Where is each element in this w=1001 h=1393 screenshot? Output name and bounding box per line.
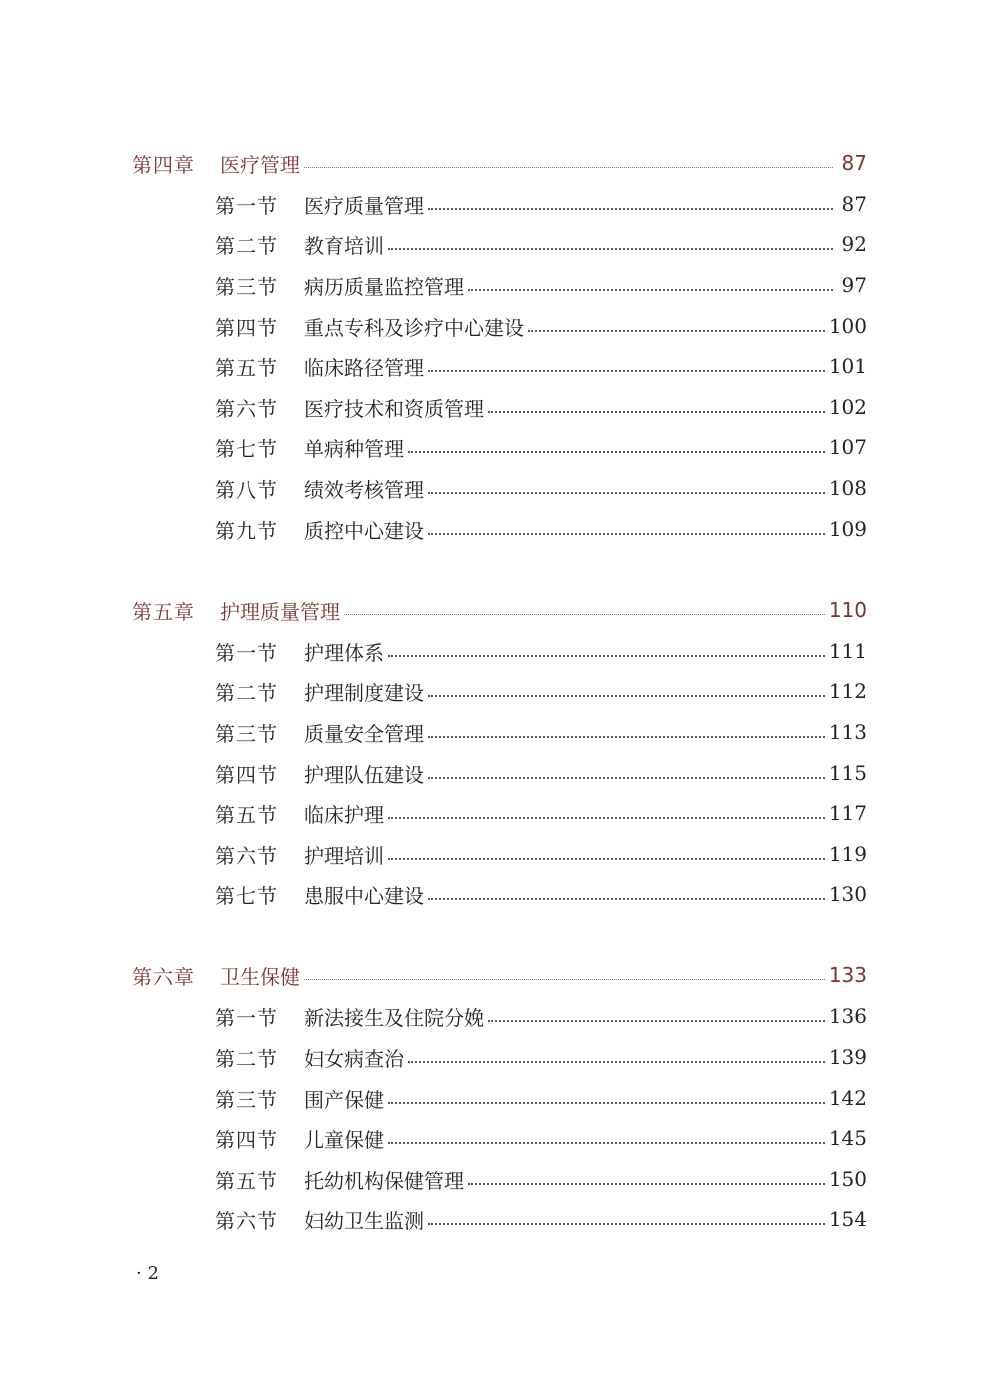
- page-reference: 133: [828, 963, 867, 987]
- toc-section-entry[interactable]: [215, 512, 867, 546]
- section-number: 第一节: [215, 193, 278, 218]
- section-number: 第四节: [215, 1127, 278, 1152]
- toc-section-entry[interactable]: [215, 674, 867, 708]
- section-number: 第三节: [215, 1087, 278, 1112]
- toc-section-entry[interactable]: [215, 715, 867, 749]
- dot-leader: [388, 654, 825, 657]
- page-number: · 2: [136, 1263, 159, 1284]
- section-number: 第七节: [215, 436, 278, 461]
- page-reference: 101: [828, 354, 867, 378]
- toc-section-entry[interactable]: [215, 796, 867, 830]
- section-title: 新法接生及住院分娩: [304, 1005, 484, 1030]
- section-title: 质控中心建设: [304, 518, 424, 543]
- toc-section-entry[interactable]: [215, 430, 867, 464]
- dot-leader: [344, 613, 825, 615]
- page-reference: 130: [828, 882, 867, 906]
- toc-section-entry[interactable]: [215, 390, 867, 424]
- toc-section-entry[interactable]: [215, 268, 867, 302]
- toc-section-entry[interactable]: [215, 309, 867, 343]
- section-number: 第二节: [215, 1046, 278, 1071]
- section-title: 重点专科及诊疗中心建设: [304, 315, 524, 340]
- toc-section-entry[interactable]: [215, 471, 867, 505]
- dot-leader: [488, 1019, 825, 1022]
- page-reference: 115: [828, 761, 867, 785]
- page-reference: 117: [828, 801, 867, 825]
- toc-section-entry[interactable]: [215, 634, 867, 668]
- section-number: 第三节: [215, 721, 278, 746]
- page-reference: 145: [828, 1126, 867, 1150]
- toc-section-entry[interactable]: [215, 1162, 867, 1196]
- section-title: 患服中心建设: [304, 883, 424, 908]
- section-title: 单病种管理: [304, 436, 404, 461]
- toc-section-entry[interactable]: [215, 1040, 867, 1074]
- dot-leader: [428, 491, 825, 494]
- page-reference: 150: [828, 1167, 867, 1191]
- page-reference: 110: [828, 598, 867, 622]
- section-title: 护理队伍建设: [304, 762, 424, 787]
- section-title: 医疗技术和资质管理: [304, 396, 484, 421]
- section-number: 第四节: [215, 762, 278, 787]
- dot-leader: [428, 207, 833, 210]
- page-reference: 139: [828, 1045, 867, 1069]
- section-number: 第九节: [215, 518, 278, 543]
- toc-section-entry[interactable]: [215, 756, 867, 790]
- section-number: 第五节: [215, 802, 278, 827]
- page-reference: 154: [828, 1207, 867, 1231]
- section-number: 第一节: [215, 640, 278, 665]
- page-reference: 142: [828, 1086, 867, 1110]
- section-number: 第六节: [215, 396, 278, 421]
- dot-leader: [408, 1060, 825, 1063]
- dot-leader: [388, 816, 825, 819]
- section-title: 临床路径管理: [304, 355, 424, 380]
- page-reference: 87: [841, 192, 867, 216]
- section-title: 儿童保健: [304, 1127, 384, 1152]
- page-reference: 108: [828, 476, 867, 500]
- page-reference: 109: [828, 517, 867, 541]
- dot-leader: [428, 369, 825, 372]
- section-title: 医疗质量管理: [304, 193, 424, 218]
- page-reference: 100: [828, 314, 867, 338]
- toc-section-entry[interactable]: [215, 877, 867, 911]
- page-reference: 92: [841, 232, 867, 256]
- toc-section-entry[interactable]: [215, 1202, 867, 1236]
- chapter-number: 第六章: [132, 964, 195, 989]
- toc-section-entry[interactable]: [215, 227, 867, 261]
- page-reference: 87: [841, 151, 867, 175]
- section-title: 护理制度建设: [304, 680, 424, 705]
- toc-section-entry[interactable]: [215, 1081, 867, 1115]
- chapter-title: 护理质量管理: [220, 599, 340, 624]
- section-title: 临床护理: [304, 802, 384, 827]
- dot-leader: [408, 450, 825, 453]
- page-reference: 113: [828, 720, 867, 744]
- dot-leader: [388, 857, 825, 860]
- toc-chapter-entry[interactable]: [132, 593, 867, 627]
- dot-leader: [468, 288, 833, 291]
- page-reference: 112: [828, 679, 867, 703]
- section-number: 第一节: [215, 1005, 278, 1030]
- dot-leader: [388, 1101, 825, 1104]
- section-number: 第七节: [215, 883, 278, 908]
- chapter-title: 卫生保健: [220, 964, 300, 989]
- section-number: 第二节: [215, 233, 278, 258]
- page-reference: 119: [828, 842, 867, 866]
- dot-leader: [304, 978, 825, 980]
- page-reference: 97: [841, 273, 867, 297]
- chapter-number: 第四章: [132, 152, 195, 177]
- section-number: 第四节: [215, 315, 278, 340]
- dot-leader: [428, 694, 825, 697]
- section-title: 托幼机构保健管理: [304, 1168, 464, 1193]
- section-title: 护理培训: [304, 843, 384, 868]
- page-reference: 111: [828, 639, 867, 663]
- section-title: 绩效考核管理: [304, 477, 424, 502]
- chapter-number: 第五章: [132, 599, 195, 624]
- dot-leader: [468, 1182, 825, 1185]
- toc-section-entry[interactable]: [215, 187, 867, 221]
- toc-chapter-entry[interactable]: [132, 958, 867, 992]
- dot-leader: [428, 735, 825, 738]
- section-title: 妇幼卫生监测: [304, 1208, 424, 1233]
- section-number: 第六节: [215, 1208, 278, 1233]
- page-reference: 102: [828, 395, 867, 419]
- section-title: 教育培训: [304, 233, 384, 258]
- page-reference: 107: [828, 435, 867, 459]
- section-number: 第三节: [215, 274, 278, 299]
- section-number: 第二节: [215, 680, 278, 705]
- section-title: 病历质量监控管理: [304, 274, 464, 299]
- dot-leader: [428, 532, 825, 535]
- section-title: 妇女病查治: [304, 1046, 404, 1071]
- section-number: 第五节: [215, 1168, 278, 1193]
- dot-leader: [488, 410, 825, 413]
- dot-leader: [428, 897, 825, 900]
- dot-leader: [304, 166, 833, 168]
- chapter-title: 医疗管理: [220, 152, 300, 177]
- section-number: 第五节: [215, 355, 278, 380]
- section-title: 质量安全管理: [304, 721, 424, 746]
- toc-section-entry[interactable]: [215, 837, 867, 871]
- dot-leader: [428, 776, 825, 779]
- toc-chapter-entry[interactable]: [132, 146, 867, 180]
- dot-leader: [428, 1222, 825, 1225]
- dot-leader: [388, 1141, 825, 1144]
- page-reference: 136: [828, 1004, 867, 1028]
- section-title: 围产保健: [304, 1087, 384, 1112]
- toc-section-entry[interactable]: [215, 349, 867, 383]
- dot-leader: [388, 247, 833, 250]
- toc-section-entry[interactable]: [215, 999, 867, 1033]
- dot-leader: [528, 329, 825, 332]
- toc-section-entry[interactable]: [215, 1121, 867, 1155]
- section-number: 第六节: [215, 843, 278, 868]
- section-title: 护理体系: [304, 640, 384, 665]
- section-number: 第八节: [215, 477, 278, 502]
